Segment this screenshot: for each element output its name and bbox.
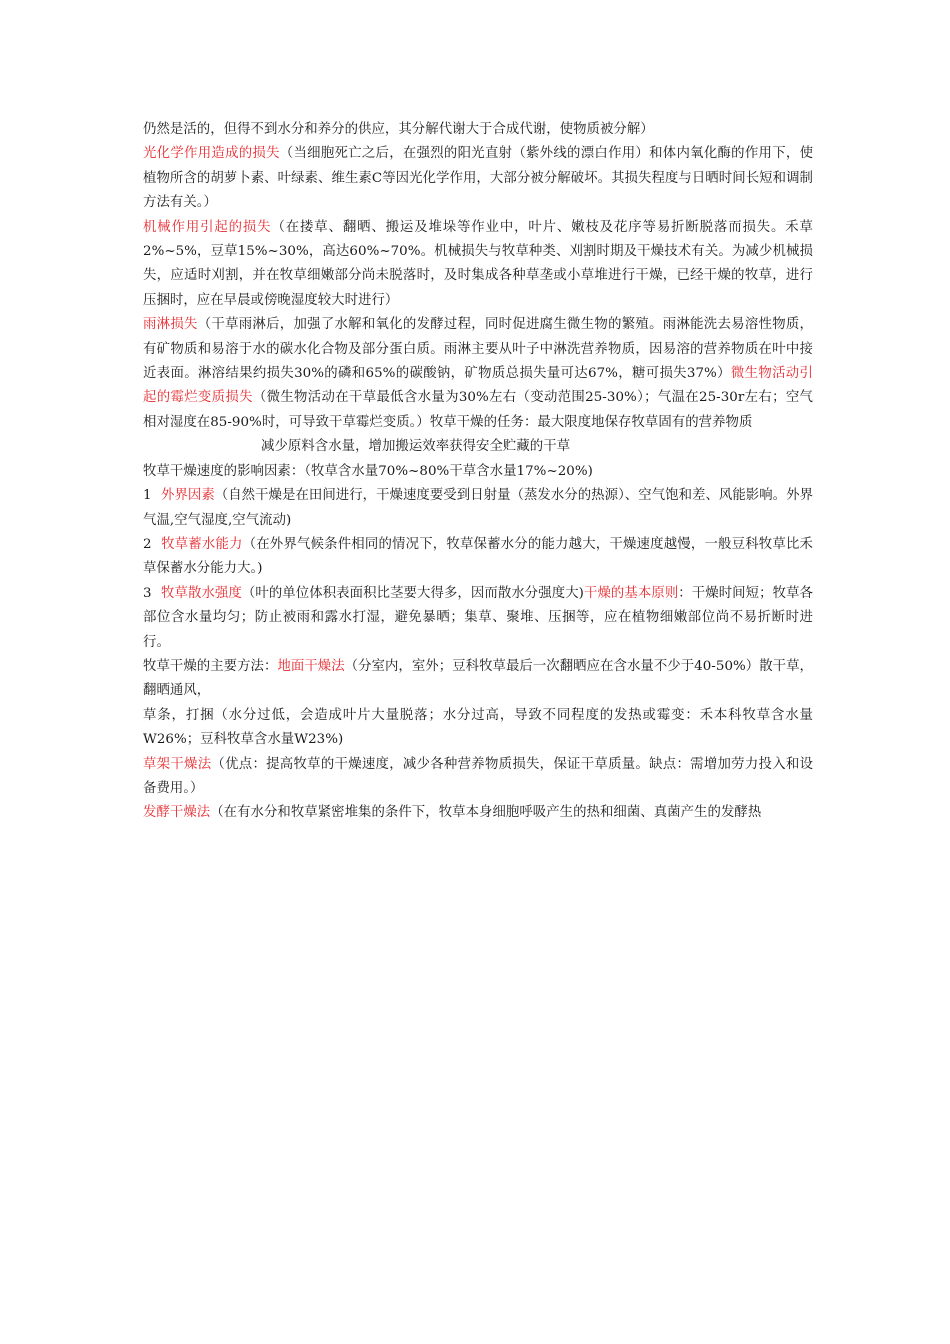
paragraph-water-dispersal — [143, 582, 813, 655]
paragraph-text: 牧草干燥速度的影响因素：（牧草含水量70%~80%干草含水量17%~20%) — [143, 463, 593, 479]
paragraph-ground-drying-cont — [143, 704, 813, 753]
paragraph-rack-drying — [143, 753, 813, 802]
paragraph-text: ：干燥时间短；牧草各部位含水量均匀；防止被雨和露水打湿，避免暴晒；集草、聚堆、压捆等，应在植物细嫩部位尚不易折断时进行。 — [143, 585, 813, 650]
paragraph-text: （在外界气候条件相同的情况下，牧草保蓄水分的能力越大，干燥速度越慢，一般豆科牧草比禾草保蓄水分能力大。) — [143, 536, 813, 577]
list-number: 3 — [143, 585, 152, 601]
paragraph-text: 仍然是活的，但得不到水分和养分的供应，其分解代谢大于合成代谢，使物质被分解） — [143, 122, 654, 137]
paragraph-text: 牧草干燥的主要方法： — [143, 658, 278, 674]
paragraph-mechanical-loss — [143, 216, 813, 314]
paragraph-text: （分室内，室外；豆科牧草最后一次翻晒应在含水量不少于40-50%）散干草，翻晒通风， — [143, 658, 814, 699]
paragraph-text: 草条，打捆（水分过低，会造成叶片大量脱落；水分过高，导致不同程度的发热或霉变：禾本科牧草含水量W26%；豆科牧草含水量W23%) — [143, 707, 813, 748]
paragraph-text: （自然干燥是在田间进行，干燥速度要受到日射量（蒸发水分的热源）、空气饱和差、风能影响。外界气温,空气湿度,空气流动) — [143, 488, 814, 528]
term-mechanical-loss: 机械作用引起的损失 — [143, 219, 272, 235]
paragraph-text: （优点：提高牧草的干燥速度，减少各种营养物质损失，保证干草质量。缺点：需增加劳力投入和设备费用。） — [143, 756, 814, 796]
term-rain-loss: 雨淋损失 — [143, 317, 198, 333]
term-ground-drying: 地面干燥法 — [277, 658, 345, 674]
term-water-dispersal: 牧草散水强度 — [161, 585, 242, 601]
paragraph-text: （叶的单位体积表面积比茎要大得多，因而散水分强度大) — [241, 585, 584, 601]
paragraph-text: （在有水分和牧草紧密堆集的条件下，牧草本身细胞呼吸产生的热和细菌、真菌产生的发酵热 — [210, 805, 762, 821]
term-rack-drying: 草架干燥法 — [143, 756, 212, 772]
term-external-factors: 外界因素 — [161, 488, 215, 504]
paragraph-drying-speed-factors — [143, 460, 813, 484]
paragraph-water-retention — [143, 533, 813, 582]
term-water-retention: 牧草蓄水能力 — [161, 536, 243, 552]
term-fermentation-drying: 发酵干燥法 — [143, 805, 211, 821]
paragraph-text: （在搂草、翻晒、搬运及堆垛等作业中，叶片、嫩枝及花序等易折断脱落而损失。禾草2%~5%，豆草15%~30%，高达60%~70%。机械损失与牧草种类、刈割时期及干燥技术有关。为减少机械损失，应适时刈割，并在牧草细嫩部分尚未脱落时，及时集成各种草垄或小草堆进行干燥，已经干燥的牧草，进行压捆时，应在早晨或傍晚湿度较大时进行） — [143, 219, 814, 308]
paragraph-text: （当细胞死亡之后，在强烈的阳光直射（紫外线的漂白作用）和体内氧化酶的作用下，使植物所含的胡萝卜素、叶绿素、维生素C等因光化学作用，大部分被分解破坏。其损失程度与日晒时间长短和调制方法有关。） — [143, 146, 814, 211]
paragraph-drying-methods — [143, 655, 813, 704]
paragraph-text: （微生物活动在干草最低含水量为30%左右（变动范围25-30%）；气温在25-30r左右；空气相对湿度在85-90%时，可导致干草霉烂变质。）牧草干燥的任务：最大限度地保存牧草固有的营养物质 — [143, 390, 813, 430]
list-number: 1 — [143, 488, 152, 504]
term-photochemical-loss: 光化学作用造成的损失 — [143, 146, 280, 162]
paragraph-photochemical-loss — [143, 142, 813, 215]
paragraph-text: 减少原料含水量，增加搬运效率获得安全贮藏的干草 — [261, 439, 571, 455]
paragraph-text: （干草雨淋后，加强了水解和氧化的发酵过程，同时促进腐生微生物的繁殖。雨淋能洗去易溶性物质，有矿物质和易溶于水的碳水化合物及部分蛋白质。雨淋主要从叶子中淋洗营养物质，因易溶的营养物质在叶中接近表面。淋溶结果约损失30%的磷和65%的碳酸钠，矿物质总损失量可达67%，糖可损失37%） — [143, 317, 813, 382]
term-drying-principles: 干燥的基本原则 — [583, 585, 679, 601]
paragraph-external-factors — [143, 484, 813, 533]
list-number: 2 — [143, 536, 152, 552]
paragraph-drying-task-cont — [143, 435, 813, 459]
paragraph-fermentation-drying — [143, 801, 813, 825]
paragraph-rain-loss — [143, 313, 813, 435]
term-microbial-loss: 微生物活动引起的霉烂变质损失 — [143, 366, 813, 406]
document-body — [143, 118, 813, 826]
paragraph-continuation — [143, 118, 813, 142]
